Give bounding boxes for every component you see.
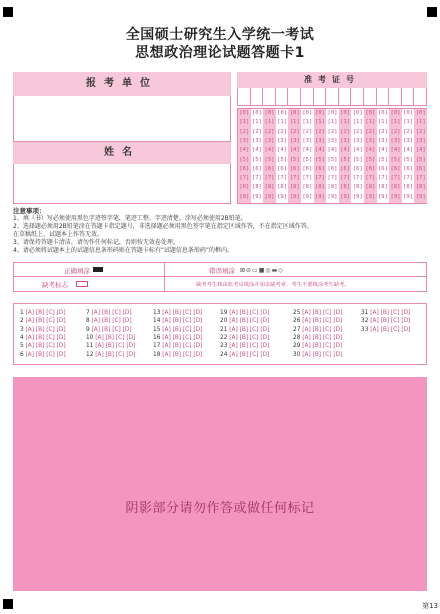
question-row[interactable] (220, 318, 269, 324)
exam-digit-bubble[interactable]: [8] (352, 184, 363, 191)
exam-digit-bubble[interactable]: [3] (377, 137, 388, 144)
exam-digit-bubble[interactable]: [7] (302, 175, 313, 182)
answer-options[interactable]: [A] [B] [C] [D] (229, 334, 270, 341)
name-input-area[interactable] (13, 164, 231, 204)
exam-digit-bubble[interactable]: [9] (352, 193, 363, 200)
exam-digit-bubble[interactable]: [8] (340, 184, 351, 191)
question-row[interactable] (361, 327, 410, 333)
exam-digit-bubble[interactable]: [6] (377, 165, 388, 172)
question-number: 14 (153, 318, 163, 325)
question-number: 7 (86, 310, 92, 316)
exam-digit-bubble[interactable]: [2] (239, 128, 250, 135)
exam-digit-bubble[interactable]: [0] (340, 110, 351, 116)
answer-options[interactable]: [A] [B] [C] [D] (229, 310, 270, 316)
exam-digit-bubble[interactable]: [3] (390, 137, 401, 144)
exam-digit-bubble[interactable]: [3] (251, 137, 262, 144)
question-row[interactable] (86, 335, 135, 341)
exam-digit-bubble[interactable]: [9] (415, 193, 426, 200)
registration-mark-top-left (3, 7, 13, 17)
exam-digit-bubble[interactable]: [5] (239, 156, 250, 163)
exam-digit-bubble[interactable]: [1] (365, 119, 376, 126)
exam-digit-bubble[interactable]: [4] (403, 147, 414, 154)
exam-digit-bubble[interactable]: [7] (415, 175, 426, 182)
exam-digit-bubble[interactable]: [6] (314, 165, 325, 172)
answer-options[interactable]: [A] [B] [C] [D] (91, 326, 132, 333)
exam-digit-bubble[interactable]: [6] (403, 165, 414, 172)
question-number: 2 (20, 318, 26, 325)
question-number: 18 (153, 351, 163, 358)
exam-digit-bubble[interactable]: [0] (239, 110, 250, 116)
answer-options[interactable]: [A] [B] [C] [D] (229, 318, 270, 325)
exam-digit-bubble[interactable]: [4] (277, 147, 288, 154)
exam-digit-bubble[interactable]: [4] (251, 147, 262, 154)
exam-digit-bubble[interactable]: [7] (377, 175, 388, 182)
question-number: 19 (220, 310, 230, 316)
question-row[interactable] (293, 310, 342, 316)
exam-digit-bubble[interactable]: [7] (352, 175, 363, 182)
answer-options[interactable]: [A] [B] [C] [D] (229, 343, 270, 350)
exam-digit-bubble[interactable]: [0] (415, 110, 426, 116)
exam-digit-bubble[interactable]: [8] (264, 184, 275, 191)
question-number: 26 (293, 318, 303, 325)
exam-number-label: 准考证号 (237, 72, 427, 88)
note-line: 在草稿纸上、试题本上作答无效。 (13, 231, 104, 238)
question-number: 32 (361, 318, 371, 325)
question-row[interactable] (20, 352, 66, 358)
answer-options[interactable]: [A] [B] [C] [D] (229, 326, 270, 333)
exam-digit-bubble[interactable]: [3] (352, 137, 363, 144)
answer-options[interactable]: [A] [B] [C] [D] (302, 310, 343, 316)
exam-digit-bubble[interactable]: [2] (251, 128, 262, 135)
correct-fill-sample (93, 267, 103, 272)
exam-digit-bubble[interactable]: [6] (239, 165, 250, 172)
exam-digit-bubble[interactable]: [2] (327, 128, 338, 135)
unit-input-area[interactable] (13, 96, 231, 142)
answer-options[interactable]: [A] [B] [C] [D] (302, 318, 343, 325)
exam-digit-bubble[interactable]: [4] (302, 147, 313, 154)
question-row[interactable] (86, 327, 132, 333)
answer-options[interactable]: [A] [B] [C] [D] (162, 334, 203, 341)
page-title-line1: 全国硕士研究生入学统一考试 (125, 27, 315, 43)
exam-digit-bubble[interactable]: [5] (390, 156, 401, 163)
shaded-area-text: 阴影部分请勿作答或做任何标记 (125, 501, 315, 516)
absent-mark-bubble[interactable] (76, 281, 88, 287)
exam-digit-bubble[interactable]: [3] (340, 137, 351, 144)
exam-digit-bubble[interactable]: [8] (403, 184, 414, 191)
exam-digit-bubble[interactable]: [4] (365, 147, 376, 154)
exam-digit-bubble[interactable]: [1] (327, 119, 338, 126)
question-number: 6 (20, 351, 26, 358)
note-line: 4、请必须将试题本上的试题信息条形码贴在答题卡标有“试题信息条形码”的框内。 (13, 247, 234, 254)
exam-digit-bubble[interactable]: [0] (365, 110, 376, 116)
exam-digit-bubble[interactable]: [2] (365, 128, 376, 135)
question-number: 10 (86, 334, 96, 341)
question-number: 30 (293, 351, 303, 358)
exam-digit-bubble[interactable]: [1] (302, 119, 313, 126)
wrong-fill-label: 错误填涂 (209, 267, 235, 275)
page-number: 第13 (422, 602, 438, 610)
notes-title: 注意事项： (13, 207, 46, 215)
answer-options[interactable]: [A] [B] [C] [D] (370, 318, 411, 325)
exam-digit-bubble[interactable]: [9] (302, 193, 313, 200)
exam-digit-bubble[interactable]: [5] (264, 156, 275, 163)
exam-digit-bubble[interactable]: [6] (352, 165, 363, 172)
exam-digit-bubble[interactable]: [1] (239, 119, 250, 126)
fill-legend (13, 262, 427, 292)
answer-options[interactable]: [A] [B] [C] [D] (370, 310, 411, 316)
exam-digit-bubble[interactable]: [9] (289, 193, 300, 200)
exam-digit-bubble[interactable]: [7] (390, 175, 401, 182)
exam-digit-bubble[interactable]: [8] (365, 184, 376, 191)
exam-digit-bubble[interactable]: [6] (251, 165, 262, 172)
exam-digit-bubble[interactable]: [2] (415, 128, 426, 135)
exam-digit-bubble[interactable]: [7] (327, 175, 338, 182)
exam-digit-bubble[interactable]: [6] (365, 165, 376, 172)
question-number: 25 (293, 310, 303, 316)
question-row[interactable] (293, 335, 342, 341)
exam-digit-bubble[interactable]: [0] (277, 110, 288, 116)
exam-digit-bubble[interactable]: [0] (289, 110, 300, 116)
question-row[interactable] (293, 318, 342, 324)
exam-digit-bubble[interactable]: [9] (277, 193, 288, 200)
question-number: 20 (220, 318, 230, 325)
question-row[interactable] (293, 327, 342, 333)
question-row[interactable] (220, 343, 269, 349)
exam-digit-bubble[interactable]: [5] (352, 156, 363, 163)
question-number: 28 (293, 334, 303, 341)
exam-digit-bubble[interactable]: [2] (377, 128, 388, 135)
exam-digit-bubble[interactable]: [3] (415, 137, 426, 144)
exam-number-bubble-grid[interactable] (237, 108, 427, 204)
answer-options[interactable]: [A] [B] [C] [D] (302, 334, 343, 341)
question-row[interactable] (153, 318, 202, 324)
exam-digit-bubble[interactable]: [2] (403, 128, 414, 135)
exam-digit-bubble[interactable]: [4] (264, 147, 275, 154)
name-label: 姓名 (13, 142, 231, 164)
exam-digit-bubble[interactable]: [7] (314, 175, 325, 182)
exam-digit-bubble[interactable]: [9] (365, 193, 376, 200)
question-number: 9 (86, 326, 92, 333)
exam-digit-bubble[interactable]: [9] (264, 193, 275, 200)
exam-digit-bubble[interactable]: [0] (403, 110, 414, 116)
exam-digit-bubble[interactable]: [0] (251, 110, 262, 116)
answer-options[interactable]: [A] [B] [C] [D] (25, 343, 66, 350)
exam-digit-bubble[interactable]: [3] (365, 137, 376, 144)
exam-digit-bubble[interactable]: [3] (277, 137, 288, 144)
question-number: 22 (220, 334, 230, 341)
exam-digit-bubble[interactable]: [1] (314, 119, 325, 126)
note-line: 3、请保持答题卡清洁，请勿作任何标记，否则按无效卷处理。 (13, 239, 179, 246)
question-row[interactable] (293, 352, 342, 358)
answer-options[interactable]: [A] [B] [C] [D] (91, 318, 132, 325)
exam-digit-bubble[interactable]: [2] (302, 128, 313, 135)
question-number: 23 (220, 343, 230, 350)
exam-digit-bubble[interactable]: [1] (390, 119, 401, 126)
question-number: 27 (293, 326, 303, 333)
exam-digit-bubble[interactable]: [2] (264, 128, 275, 135)
question-number: 16 (153, 334, 163, 341)
exam-digit-bubble[interactable]: [9] (390, 193, 401, 200)
exam-digit-bubble[interactable]: [9] (327, 193, 338, 200)
exam-digit-bubble[interactable]: [2] (390, 128, 401, 135)
exam-digit-bubble[interactable]: [2] (277, 128, 288, 135)
exam-digit-bubble[interactable]: [4] (314, 147, 325, 154)
exam-digit-bubble[interactable]: [8] (377, 184, 388, 191)
answer-options[interactable]: [A] [B] [C] [D] (162, 326, 203, 333)
note-line: 2、选择题必须用2B铅笔涂在答题卡指定题号，非选择题必须用黑色签字笔在指定区域作答，不在指定区域作答、 (13, 223, 313, 230)
exam-digit-bubble[interactable]: [8] (415, 184, 426, 191)
question-number: 24 (220, 351, 230, 358)
question-number: 29 (293, 343, 303, 350)
exam-digit-bubble[interactable]: [4] (340, 147, 351, 154)
answer-options[interactable]: [A] [B] [C] [D] (25, 318, 66, 325)
question-row[interactable] (20, 335, 66, 341)
exam-digit-bubble[interactable]: [0] (327, 110, 338, 116)
multiple-choice-answer-area (13, 303, 427, 365)
question-row[interactable] (153, 310, 202, 316)
exam-digit-bubble[interactable]: [1] (377, 119, 388, 126)
exam-digit-bubble[interactable]: [5] (365, 156, 376, 163)
exam-digit-bubble[interactable]: [8] (239, 184, 250, 191)
question-row[interactable] (361, 318, 410, 324)
answer-options[interactable]: [A] [B] [C] [D] (25, 310, 66, 316)
question-number: 4 (20, 334, 26, 341)
answer-options[interactable]: [A] [B] [C] [D] (162, 310, 203, 316)
exam-digit-bubble[interactable]: [6] (415, 165, 426, 172)
answer-options[interactable]: [A] [B] [C] [D] (25, 326, 66, 333)
exam-digit-bubble[interactable]: [1] (352, 119, 363, 126)
exam-digit-bubble[interactable]: [1] (277, 119, 288, 126)
unit-label: 报考单位 (13, 72, 231, 96)
exam-digit-bubble[interactable]: [8] (327, 184, 338, 191)
exam-digit-bubble[interactable]: [4] (289, 147, 300, 154)
exam-digit-bubble[interactable]: [3] (239, 137, 250, 144)
exam-digit-bubble[interactable]: [0] (302, 110, 313, 116)
exam-digit-bubble[interactable]: [4] (377, 147, 388, 154)
exam-digit-bubble[interactable]: [3] (314, 137, 325, 144)
question-number: 13 (153, 310, 163, 316)
exam-digit-bubble[interactable]: [9] (251, 193, 262, 200)
exam-digit-bubble[interactable]: [6] (340, 165, 351, 172)
question-row[interactable] (153, 352, 202, 358)
exam-digit-bubble[interactable]: [5] (302, 156, 313, 163)
exam-digit-bubble[interactable]: [1] (403, 119, 414, 126)
answer-options[interactable]: [A] [B] [C] [D] (25, 351, 66, 358)
answer-options[interactable]: [A] [B] [C] [D] (162, 351, 203, 358)
exam-digit-bubble[interactable]: [2] (352, 128, 363, 135)
question-row[interactable] (153, 327, 202, 333)
question-row[interactable] (86, 318, 132, 324)
exam-digit-bubble[interactable]: [6] (302, 165, 313, 172)
exam-digit-bubble[interactable]: [8] (289, 184, 300, 191)
exam-digit-bubble[interactable]: [4] (239, 147, 250, 154)
wrong-fill-samples: ⊠⊘▭■◎▬◇ (240, 267, 284, 274)
question-number: 31 (361, 310, 371, 316)
exam-digit-bubble[interactable]: [4] (415, 147, 426, 154)
exam-digit-bubble[interactable]: [3] (302, 137, 313, 144)
exam-digit-bubble[interactable]: [0] (314, 110, 325, 116)
correct-fill-label: 正确填涂 (64, 267, 90, 275)
question-row[interactable] (220, 327, 269, 333)
exam-digit-bubble[interactable]: [1] (340, 119, 351, 126)
exam-digit-bubble[interactable]: [8] (314, 184, 325, 191)
question-row[interactable] (86, 343, 135, 349)
question-number: 11 (86, 343, 96, 350)
answer-options[interactable]: [A] [B] [C] [D] (162, 318, 203, 325)
exam-digit-bubble[interactable]: [6] (277, 165, 288, 172)
answer-options[interactable]: [A] [B] [C] [D] (302, 351, 343, 358)
exam-digit-bubble[interactable]: [1] (289, 119, 300, 126)
exam-digit-bubble[interactable]: [9] (340, 193, 351, 200)
exam-digit-bubble[interactable]: [3] (289, 137, 300, 144)
question-number: 5 (20, 343, 26, 350)
exam-digit-bubble[interactable]: [7] (289, 175, 300, 182)
exam-digit-bubble[interactable]: [1] (415, 119, 426, 126)
exam-digit-bubble[interactable]: [6] (289, 165, 300, 172)
exam-digit-bubble[interactable]: [9] (403, 193, 414, 200)
exam-digit-bubble[interactable]: [7] (277, 175, 288, 182)
question-number: 12 (86, 351, 96, 358)
question-row[interactable] (86, 352, 135, 358)
shaded-no-answer-area (13, 377, 427, 591)
exam-digit-bubble[interactable]: [6] (264, 165, 275, 172)
absent-note: 缺考考生和由监考员填涂并加盖缺考章，考生不要填涂考生缺考。 (196, 282, 350, 288)
question-number: 33 (361, 326, 371, 333)
question-row[interactable] (20, 318, 66, 324)
answer-options[interactable]: [A] [B] [C] [D] (302, 326, 343, 333)
exam-digit-bubble[interactable]: [8] (277, 184, 288, 191)
answer-options[interactable]: [A] [B] [C] [D] (302, 343, 343, 350)
exam-digit-bubble[interactable]: [5] (251, 156, 262, 163)
exam-digit-bubble[interactable]: [3] (264, 137, 275, 144)
question-number: 15 (153, 326, 163, 333)
question-number: 3 (20, 326, 26, 333)
exam-digit-bubble[interactable]: [5] (314, 156, 325, 163)
question-row[interactable] (153, 343, 202, 349)
exam-digit-bubble[interactable]: [8] (251, 184, 262, 191)
exam-digit-bubble[interactable]: [0] (377, 110, 388, 116)
answer-options[interactable]: [A] [B] [C] [D] (370, 326, 411, 333)
answer-options[interactable]: [A] [B] [C] [D] (25, 334, 66, 341)
note-line: 1、填（书）写必须使用黑色字迹签字笔，笔迹工整、字迹清楚。涂写必须使用2B铅笔。 (13, 215, 247, 222)
exam-digit-bubble[interactable]: [1] (251, 119, 262, 126)
exam-digit-bubble[interactable]: [5] (377, 156, 388, 163)
exam-digit-bubble[interactable]: [1] (264, 119, 275, 126)
exam-digit-bubble[interactable]: [7] (365, 175, 376, 182)
exam-digit-bubble[interactable]: [7] (251, 175, 262, 182)
exam-digit-bubble[interactable]: [2] (314, 128, 325, 135)
exam-digit-bubble[interactable]: [5] (415, 156, 426, 163)
exam-digit-bubble[interactable]: [0] (352, 110, 363, 116)
answer-options[interactable]: [A] [B] [C] [D] (162, 343, 203, 350)
exam-digit-bubble[interactable]: [5] (277, 156, 288, 163)
exam-digit-bubble[interactable]: [6] (390, 165, 401, 172)
exam-digit-bubble[interactable]: [5] (289, 156, 300, 163)
exam-digit-bubble[interactable]: [0] (390, 110, 401, 116)
exam-digit-bubble[interactable]: [7] (239, 175, 250, 182)
exam-digit-bubble[interactable]: [4] (390, 147, 401, 154)
page-title-line2: 思想政治理论试题答题卡1 (135, 45, 305, 61)
exam-digit-bubble[interactable]: [3] (327, 137, 338, 144)
question-row[interactable] (20, 327, 66, 333)
exam-digit-bubble[interactable]: [9] (239, 193, 250, 200)
exam-digit-bubble[interactable]: [9] (377, 193, 388, 200)
exam-digit-bubble[interactable]: [4] (327, 147, 338, 154)
exam-digit-bubble[interactable]: [5] (403, 156, 414, 163)
exam-digit-bubble[interactable]: [9] (314, 193, 325, 200)
exam-digit-bubble[interactable]: [7] (340, 175, 351, 182)
answer-options[interactable]: [A] [B] [C] [D] (229, 351, 270, 358)
question-row[interactable] (220, 335, 269, 341)
question-row[interactable] (153, 335, 202, 341)
question-number: 8 (86, 318, 92, 325)
question-number: 21 (220, 326, 230, 333)
exam-digit-bubble[interactable]: [0] (264, 110, 275, 116)
answer-options[interactable]: [A] [B] [C] [D] (91, 310, 132, 316)
question-row[interactable] (20, 343, 66, 349)
legend-row-fill-examples (14, 263, 426, 277)
absent-mark-label[interactable]: 缺考标志 (42, 281, 68, 289)
question-row[interactable] (20, 310, 66, 316)
exam-digit-bubble[interactable]: [7] (403, 175, 414, 182)
registration-mark-top-right (427, 7, 437, 17)
registration-mark-bottom-left (3, 599, 13, 609)
exam-digit-bubble[interactable]: [2] (289, 128, 300, 135)
answer-options[interactable]: [A] [B] [C] [D] (95, 334, 136, 341)
question-row[interactable] (220, 310, 269, 316)
question-row[interactable] (293, 343, 342, 349)
question-number: 1 (20, 310, 26, 316)
legend-row-absent (14, 277, 426, 291)
exam-digit-bubble[interactable]: [8] (390, 184, 401, 191)
answer-options[interactable]: [A] [B] [C] [D] (95, 343, 136, 350)
exam-digit-bubble[interactable]: [2] (340, 128, 351, 135)
answer-options[interactable]: [A] [B] [C] [D] (95, 351, 136, 358)
question-row[interactable] (86, 310, 132, 316)
exam-digit-bubble[interactable]: [5] (327, 156, 338, 163)
question-number: 17 (153, 343, 163, 350)
exam-number-write-boxes[interactable] (237, 88, 427, 106)
exam-digit-bubble[interactable]: [8] (302, 184, 313, 191)
exam-digit-bubble[interactable]: [5] (340, 156, 351, 163)
question-row[interactable] (361, 310, 410, 316)
exam-digit-bubble[interactable]: [7] (264, 175, 275, 182)
exam-digit-bubble[interactable]: [4] (352, 147, 363, 154)
exam-digit-bubble[interactable]: [3] (403, 137, 414, 144)
exam-digit-bubble[interactable]: [6] (327, 165, 338, 172)
notes-section (13, 207, 427, 263)
question-row[interactable] (220, 352, 269, 358)
